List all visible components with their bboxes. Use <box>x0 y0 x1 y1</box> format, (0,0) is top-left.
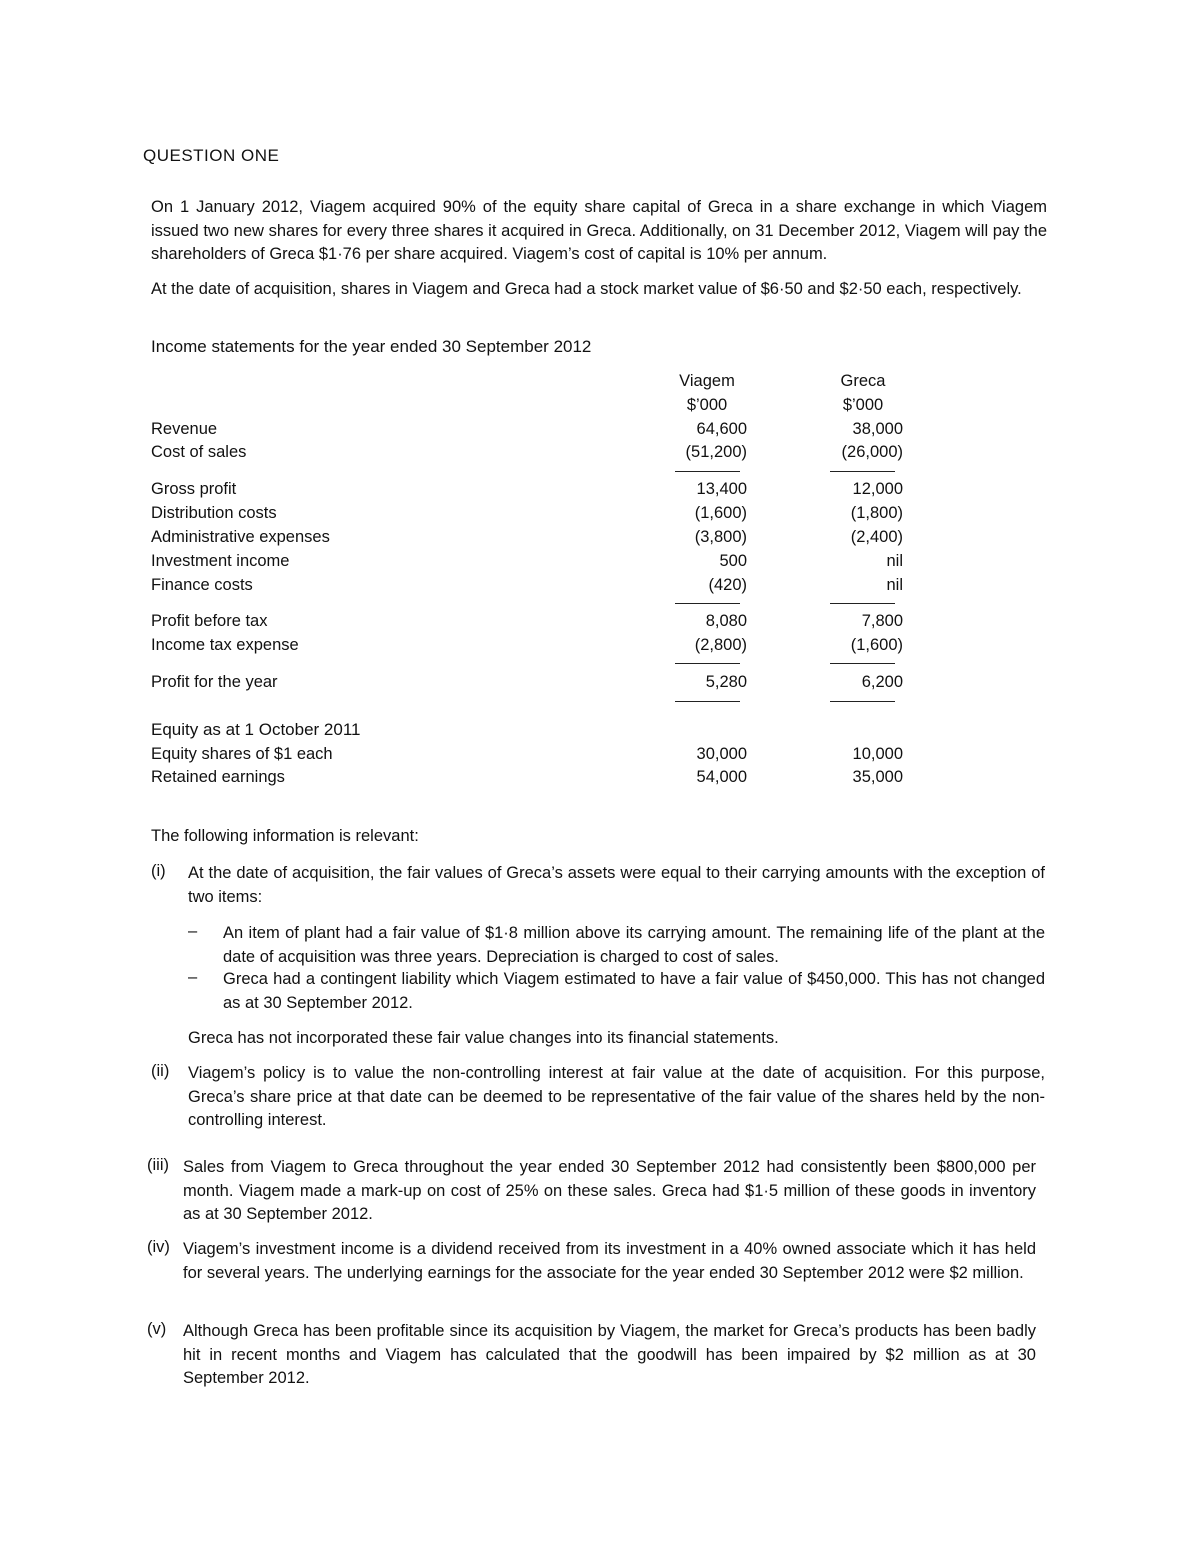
greca-value: 35,000 <box>852 768 903 786</box>
viagem-value: 8,080 <box>705 612 747 630</box>
intro-paragraph-2: At the date of acquisition, shares in Viagem and Greca had a stock market value of $6·50 and $2·50 each, respectively. <box>151 280 1022 298</box>
greca-value: (1,800) <box>850 504 903 522</box>
equity-heading-row <box>151 720 911 744</box>
total-rule <box>830 701 895 702</box>
equity-heading: Equity as at 1 October 2011 <box>151 720 361 739</box>
greca-value: 12,000 <box>852 480 903 498</box>
viagem-value: (1,600) <box>694 504 747 522</box>
col-header-viagem: Viagem <box>679 372 735 390</box>
subtotal-rule <box>830 471 895 472</box>
viagem-value: (2,800) <box>694 636 747 654</box>
row-label: Investment income <box>151 552 290 570</box>
item-i-text: At the date of acquisition, the fair values of Greca’s assets were equal to their carrying amounts with the exception of two items: <box>188 864 1045 906</box>
row-label: Gross profit <box>151 480 237 498</box>
table-row <box>151 480 911 504</box>
row-label: Administrative expenses <box>151 528 330 546</box>
row-label: Profit before tax <box>151 612 268 630</box>
dash-bullet: – <box>188 968 198 986</box>
table-row <box>151 576 911 600</box>
table-row <box>151 612 911 636</box>
viagem-value: 64,600 <box>696 420 747 438</box>
item-i-note: Greca has not incorporated these fair value changes into its financial statements. <box>188 1029 779 1047</box>
table-row <box>151 528 911 552</box>
question-title: QUESTION ONE <box>143 146 280 165</box>
greca-value: 7,800 <box>861 612 903 630</box>
item-i-bullet-2: Greca had a contingent liability which Viagem estimated to have a fair value of $450,000. This has not changed as at 30 September 2012. <box>223 970 1045 1012</box>
greca-value: (26,000) <box>841 443 903 461</box>
viagem-value: 30,000 <box>696 745 747 763</box>
col-unit-greca: $’000 <box>842 396 884 414</box>
item-iv-text: Viagem’s investment income is a dividend received from its investment in a 40% owned associate which it has held for several years. The underlying earnings for the associate for the year ended 30 September 2012 were $2 million. <box>183 1240 1036 1282</box>
subtotal-rule <box>675 471 740 472</box>
row-label: Cost of sales <box>151 443 247 461</box>
table-row <box>151 745 911 769</box>
item-number: (i) <box>151 862 166 880</box>
income-statement-title: Income statements for the year ended 30 September 2012 <box>151 337 592 356</box>
total-rule <box>675 701 740 702</box>
info-heading: The following information is relevant: <box>151 827 419 845</box>
col-unit-viagem: $’000 <box>686 396 728 414</box>
item-ii-text: Viagem’s policy is to value the non-controlling interest at fair value at the date of acquisition. For this purpose, Greca’s share price at that date can be deemed to be representative of the fair value of the shares held by the non-controlling interest. <box>188 1064 1045 1129</box>
viagem-value: (3,800) <box>694 528 747 546</box>
greca-value: 6,200 <box>861 673 903 691</box>
table-row <box>151 673 911 697</box>
greca-value: 10,000 <box>852 745 903 763</box>
subtotal-rule <box>675 663 740 664</box>
dash-bullet: – <box>188 922 198 940</box>
subtotal-rule <box>830 603 895 604</box>
greca-value: (2,400) <box>850 528 903 546</box>
greca-value: nil <box>886 576 903 594</box>
greca-value: nil <box>886 552 903 570</box>
subtotal-rule <box>675 603 740 604</box>
viagem-value: 13,400 <box>696 480 747 498</box>
subtotal-rule <box>830 663 895 664</box>
greca-value: 38,000 <box>852 420 903 438</box>
item-number: (ii) <box>151 1062 170 1080</box>
greca-value: (1,600) <box>850 636 903 654</box>
viagem-value: 5,280 <box>705 673 747 691</box>
viagem-value: 54,000 <box>696 768 747 786</box>
item-v-text: Although Greca has been profitable since its acquisition by Viagem, the market for Greca’s products has been badly hit in recent months and Viagem has calculated that the goodwill has been impaired by $2 million as at 30 September 2012. <box>183 1322 1036 1387</box>
table-row <box>151 443 911 467</box>
row-label: Equity shares of $1 each <box>151 745 333 763</box>
table-row <box>151 768 911 792</box>
col-header-greca: Greca <box>840 372 886 390</box>
table-row <box>151 636 911 660</box>
item-number: (iii) <box>147 1156 169 1174</box>
item-number: (v) <box>147 1320 167 1338</box>
viagem-value: (51,200) <box>685 443 747 461</box>
item-number: (iv) <box>147 1238 170 1256</box>
intro-paragraph-1: On 1 January 2012, Viagem acquired 90% of the equity share capital of Greca in a share exchange in which Viagem issued two new shares for every three shares it acquired in Greca. Additionally, on 31 December 2012, Viagem will pay the shareholders of Greca $1·76 per share acquired. Viagem’s cost of capital is 10% per annum. <box>151 198 1047 263</box>
row-label: Finance costs <box>151 576 253 594</box>
table-row <box>151 552 911 576</box>
row-label: Distribution costs <box>151 504 277 522</box>
viagem-value: (420) <box>708 576 747 594</box>
viagem-value: 500 <box>719 552 747 570</box>
table-row <box>151 420 911 444</box>
row-label: Profit for the year <box>151 673 278 691</box>
table-row <box>151 504 911 528</box>
row-label: Income tax expense <box>151 636 299 654</box>
item-i-bullet-1: An item of plant had a fair value of $1·8 million above its carrying amount. The remaining life of the plant at the date of acquisition was three years. Depreciation is charged to cost of sales. <box>223 924 1045 966</box>
row-label: Revenue <box>151 420 218 438</box>
item-iii-text: Sales from Viagem to Greca throughout the year ended 30 September 2012 had consistently been $800,000 per month. Viagem made a mark-up on cost of 25% on these sales. Greca had $1·5 million of these goods in inventory as at 30 September 2012. <box>183 1158 1036 1223</box>
row-label: Retained earnings <box>151 768 285 786</box>
